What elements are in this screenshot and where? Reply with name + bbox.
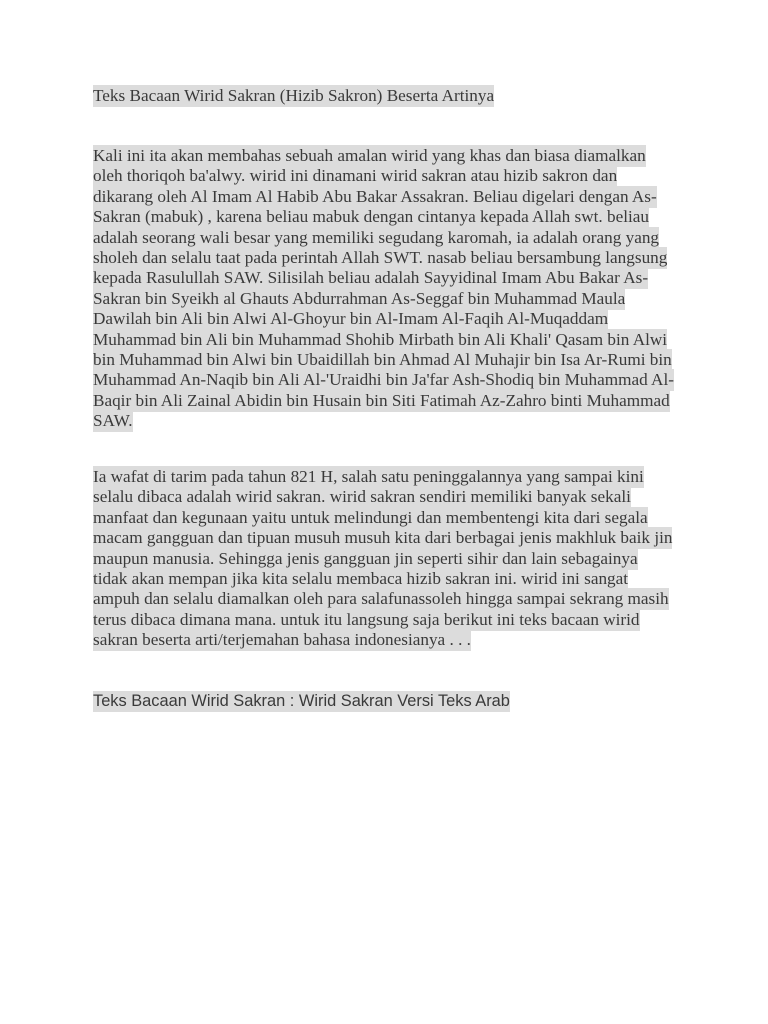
document-title-text: Teks Bacaan Wirid Sakran (Hizib Sakron) Beserta Artinya [93,86,495,105]
paragraph-intro-text: Kali ini ita akan membahas sebuah amalan wirid yang khas dan biasa diamalkan oleh thoriqoh ba'alwy. wirid ini dinamani wirid sakran atau hizib sakron dan dikarang oleh Al Imam Al Habib Abu Bakar Assakran. Beliau digelari dengan As-Sakran (mabuk) , karena beliau mabuk dengan cintanya kepada Allah swt. beliau adalah seorang wali besar yang memiliki segudang karomah, ia adalah orang yang sholeh dan selalu taat pada perintah Allah SWT. nasab beliau bersambung langsung kepada Rasulullah SAW. Silisilah beliau adalah Sayyidinal Imam Abu Bakar As-Sakran bin Syeikh al Ghauts Abdurrahman As-Seggaf bin Muhammad Maula Dawilah bin Ali bin Alwi Al-Ghoyur bin Al-Imam Al-Faqih Al-Muqaddam Muhammad bin Ali bin Muhammad Shohib Mirbath bin Ali Khali' Qasam bin Alwi bin Muhammad bin Alwi bin Ubaidillah bin Ahmad Al Muhajir bin Isa Ar-Rumi bin Muhammad An-Naqib bin Ali Al-'Uraidhi bin Ja'far Ash-Shodiq bin Muhammad Al-Baqir bin Ali Zainal Abidin bin Husain bin Siti Fatimah Az-Zahro binti Muhammad SAW. [93,146,674,431]
section-heading [93,691,675,711]
paragraph-benefits-text: Ia wafat di tarim pada tahun 821 H, salah satu peninggalannya yang sampai kini selalu dibaca adalah wirid sakran. wirid sakran sendiri memiliki banyak sekali manfaat dan kegunaan yaitu untuk melindungi dan membentengi kita dari segala macam gangguan dan tipuan musuh musuh kita dari berbagai jenis makhluk baik jin maupun manusia. Sehingga jenis gangguan jin seperti sihir dan lain sebagainya tidak akan mempan jika kita selalu membaca hizib sakran ini. wirid ini sangat ampuh dan selalu diamalkan oleh para salafunassoleh hingga sampai sekrang masih terus dibaca dimana mana. untuk itu langsung saja berikut ini teks bacaan wirid sakran beserta arti/terjemahan bahasa indonesianya . . . [93,467,673,650]
paragraph-benefits [93,467,675,651]
document-title [93,86,675,106]
section-heading-text: Teks Bacaan Wirid Sakran : Wirid Sakran Versi Teks Arab [93,692,510,710]
paragraph-intro [93,146,675,432]
